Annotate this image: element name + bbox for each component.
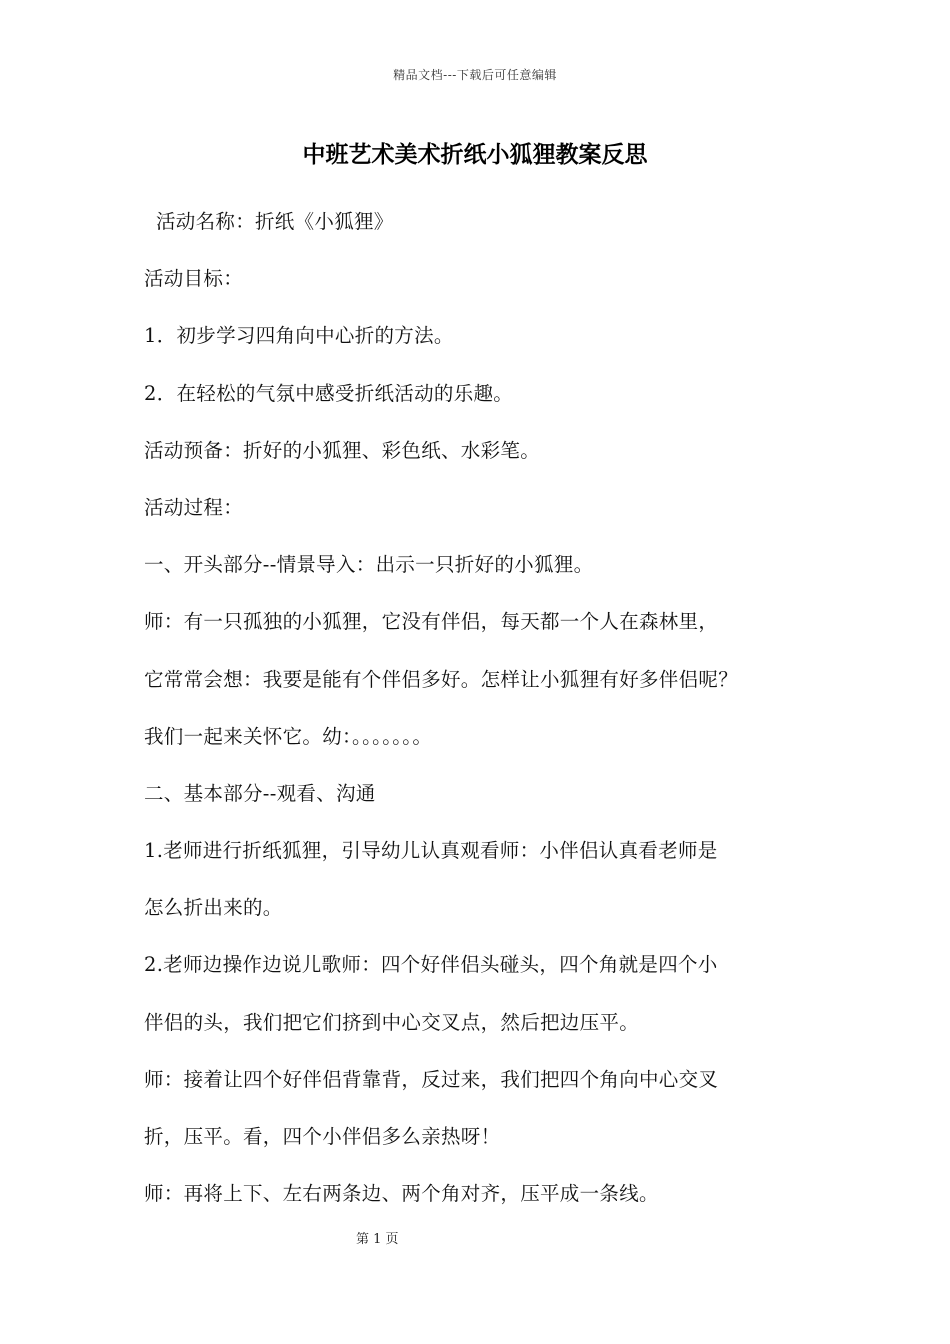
goal-item-1: 1．初步学习四角向中心折的方法。 [144,324,454,348]
process-section-1-heading: 一、开头部分--情景导入：出示一只折好的小狐狸。 [144,553,594,577]
header-note: 精品文档---下载后可任意编辑 [393,68,557,82]
goal-item-2: 2．在轻松的气氛中感受折纸活动的乐趣。 [144,381,514,405]
paragraph-line: 1.老师进行折纸狐狸，引导幼儿认真观看师：小伴侣认真看老师是 [144,839,718,863]
page-number-footer: 第 1 页 [356,1232,399,1247]
activity-name-line: 活动名称：折纸《小狐狸》 [156,210,394,233]
process-section-2-heading: 二、基本部分--观看、沟通 [144,781,376,805]
paragraph-line: 怎么折出来的。 [144,896,283,920]
paragraph-line: 它常常会想：我要是能有个伴侣多好。怎样让小狐狸有好多伴侣呢？ [144,667,739,691]
paragraph-line: 师：再将上下、左右两条边、两个角对齐，压平成一条线。 [144,1182,659,1206]
activity-goal-heading: 活动目标： [144,267,244,291]
activity-process-heading: 活动过程： [144,495,244,519]
paragraph-line: 师：接着让四个好伴侣背靠背，反过来，我们把四个角向中心交叉 [144,1067,719,1091]
activity-prep-line: 活动预备：折好的小狐狸、彩色纸、水彩笔。 [144,438,541,462]
paragraph-line: 伴侣的头，我们把它们挤到中心交叉点，然后把边压平。 [144,1010,640,1034]
paragraph-line: 折，压平。看，四个小伴侣多么亲热呀！ [144,1125,501,1148]
paragraph-line: 2.老师边操作边说儿歌师：四个好伴侣头碰头，四个角就是四个小 [144,953,718,977]
paragraph-line: 我们一起来关怀它。幼：。。。。。。。 [144,724,433,748]
document-body [144,204,834,1233]
document-title: 中班艺术美术折纸小狐狸教案反思 [302,141,648,168]
paragraph-line: 师：有一只孤独的小狐狸，它没有伴侣，每天都一个人在森林里， [144,610,719,634]
